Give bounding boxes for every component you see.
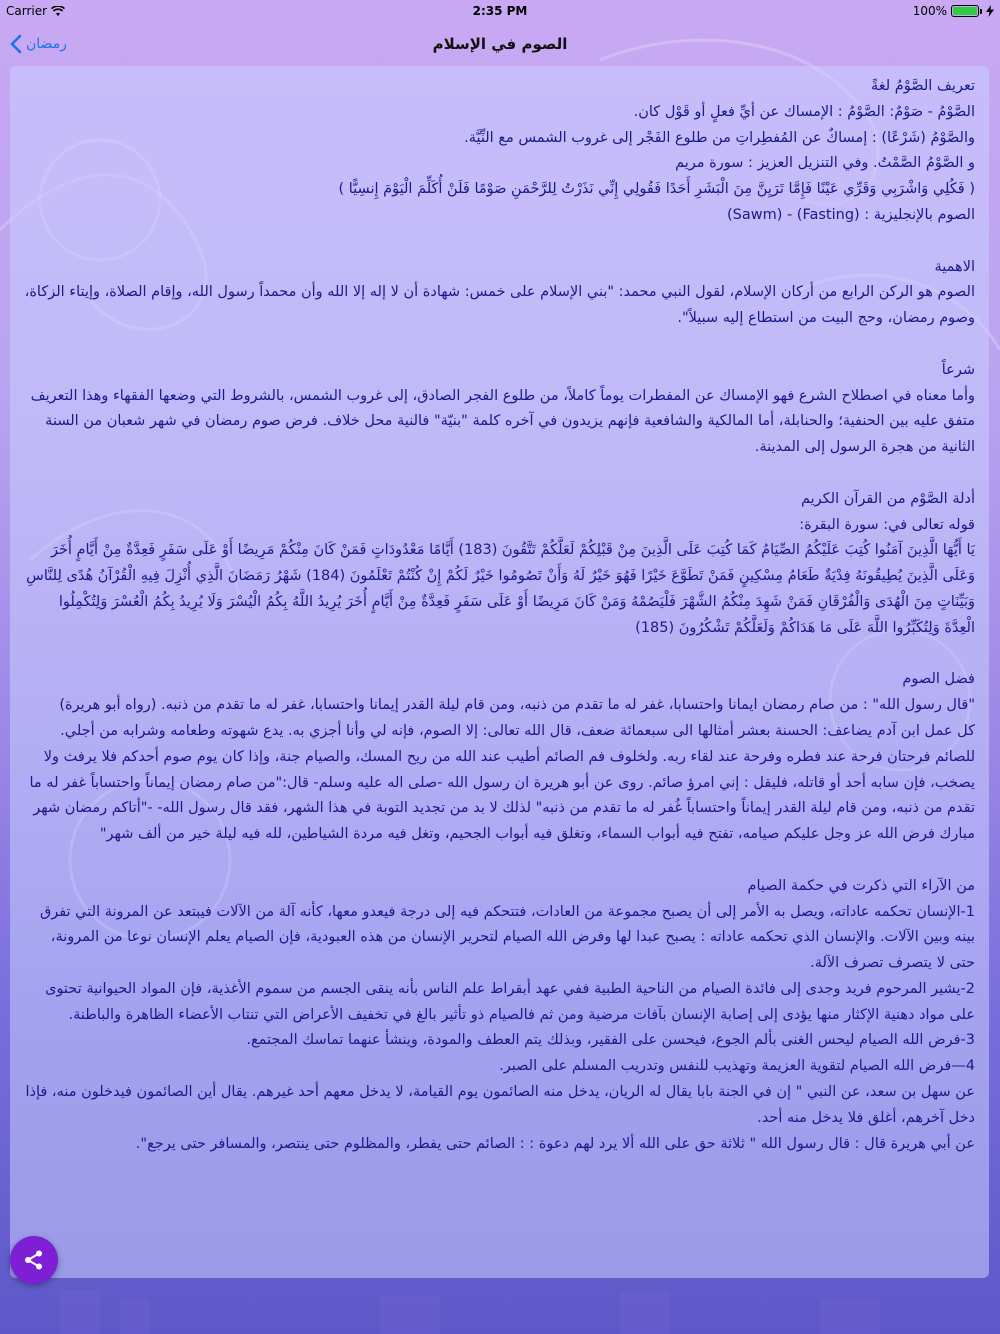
battery-percent: 100% xyxy=(912,4,947,18)
paragraph-spacer xyxy=(24,848,975,874)
paragraph-spacer xyxy=(24,229,975,255)
back-button[interactable] xyxy=(10,22,67,66)
article-paragraph: يَا أَيُّهَا الَّذِينَ آمَنُوا كُتِبَ عَلَيْكُمُ الصِّيَامُ كَمَا كُتِبَ عَلَى الَّذِينَ مِنْ قَبْلِكُمْ لَعَلَّكُمْ تَتَّقُونَ (183) أَيَّامًا مَعْدُودَاتٍ فَمَنْ كَانَ مِنْكُمْ مَرِيضًا أَوْ عَلَى سَفَرٍ فَعِدَّةٌ مِنْ أَيَّامٍ أُخَرَ وَعَلَى الَّذِينَ يُطِيقُونَهُ فِدْيَةٌ طَعَامُ مِسْكِينٍ فَمَنْ تَطَوَّعَ خَيْرًا فَهُوَ خَيْرٌ لَهُ وَأَنْ تَصُومُوا خَيْرٌ لَكُمْ إِنْ كُنْتُمْ تَعْلَمُونَ (184) شَهْرُ رَمَضَانَ الَّذِي أُنْزِلَ فِيهِ الْقُرْآنُ هُدًى لِلنَّاسِ وَبَيِّنَاتٍ مِنَ الْهُدَى وَالْفُرْقَانِ فَمَنْ شَهِدَ مِنْكُمُ الشَّهْرَ فَلْيَصُمْهُ وَمَنْ كَانَ مَرِيضًا أَوْ عَلَى سَفَرٍ فَعِدَّةٌ مِنْ أَيَّامٍ أُخَرَ يُرِيدُ اللَّهُ بِكُمُ الْيُسْرَ وَلَا يُرِيدُ بِكُمُ الْعُسْرَ وَلِتُكْمِلُوا الْعِدَّةَ وَلِتُكَبِّرُوا اللَّهَ عَلَى مَا هَدَاكُمْ وَلَعَلَّكُمْ تَشْكُرُونَ (185) xyxy=(26,542,975,636)
page-title: الصوم في الإسلام xyxy=(432,35,568,53)
article-paragraph: من الآراء التي ذكرت في حكمة الصيام xyxy=(747,877,975,894)
article-paragraph: "قال رسول الله" : من صام رمضان ايمانا واحتسابا، غفر له ما تقدم من ذنبه، ومن قام ليلة القدر إيمانا واحتسابا، غفر له ما تقدم من ذنبه. (رواه أبو هريرة) xyxy=(59,697,975,714)
article-paragraph: عن أبي هريرة قال : قال رسول الله " ثلاثة حق على الله ألا يرد لهم دعوة : : الصائم حتى يفطر، والمظلوم حتى ينتصر، والمسافر حتى يرجع". xyxy=(135,1135,975,1152)
article-paragraph: وأما معناه في اصطلاح الشرع فهو الإمساك عن المفطرات يوماً كاملاً، من طلوع الفجر الصادق، إلى غروب الشمس، بالشروط التي وضعها الفقهاء وهذا التعريف متفق عليه بين الحنفية؛ والحنابلة، أما المالكية والشافعية فإنهم يزيدون في آخره كلمة "بنيّة" فالنية محل خلاف. فرض صوم رمضان في شهر شعبان من السنة الثانية من هجرة الرسول إلى المدينة. xyxy=(30,387,975,456)
article-paragraph: أدلة الصَّوْم من القرآن الكريم xyxy=(800,490,975,507)
status-bar xyxy=(0,0,1000,22)
status-time: 2:35 PM xyxy=(472,4,528,18)
chevron-left-icon xyxy=(10,34,22,54)
article-paragraph: 2-يشير المرحوم فريد وجدى إلى فائدة الصيام من الناحية الطبية ففي عهد أبقراط علم الناس بأنه ينقى الجسم من سموم الأغذية، فإن المواد الحيوانية تحتوى على مواد دهنية الإكثار منها يؤدى إلى إصابة الإنسان بآفات مرضية ومن ثم فالصيام ذو تأثير بالغ في تخفيف الأعراض التي تنتاب الأعضاء الظاهرة والباطنة. xyxy=(45,980,975,1023)
article-paragraph: الصوم هو الركن الرابع من أركان الإسلام، لقول النبي محمد: "بني الإسلام على خمس: شهادة أن لا إله إلا الله وأن محمداً رسول الله، وإقام الصلاة، وإيتاء الزكاة، وصوم رمضان، وحج البيت من استطاع إليه سبيلاً". xyxy=(24,284,975,327)
article-paragraph: تعريف الصَّوْمُ لغةً xyxy=(871,78,975,94)
article-paragraph: 1-الإنسان تحكمه عاداته، ويصل به الأمر إلى أن يصبح مجموعة من العادات، فتتحكم فيه إلى درجة فيعدو معها، كأنه آلة من الآلات فيبتعد عن المرونة التي تفرق بينه وبين الآلات. والإنسان الذي تحكمه عاداته : يصبح عبدا لها وفرض الله الصيام لتحرير الإنسان من هذه العبودية، فإن الصيام يعلم الإنسان نوعا من المرونة، حتى لا يتصرف تصرف الآلة. xyxy=(39,903,975,972)
article-paragraph: فضل الصوم xyxy=(902,671,975,688)
paragraph-spacer xyxy=(24,461,975,487)
article-paragraph: عن سهل بن سعد، عن النبي " إن في الجنة بابا يقال له الريان، يدخل منه الصائمون يوم القيامة، لا يدخل معهم أحد غيرهم. يقال أين الصائمون فيدخلون منه، فإذا دخل آخرهم، أغلق فلا يدخل منه أحد. xyxy=(25,1084,975,1126)
carrier-label: Carrier xyxy=(6,4,48,18)
article-scroll-view[interactable] xyxy=(10,66,989,1278)
back-button-label: رمضان xyxy=(26,36,67,52)
article-paragraph: كل عمل ابن آدم يضاعف: الحسنة بعشر أمثالها الى سبعمائة ضعف، قال الله تعالى: إلا الصوم، فإنه لي وأنا أجزي به. يدع شهوته وطعامه وشرابه من أجلي. للصائم فرحتان فرحة عند فطره وفرحة عند لقاء ربه. ولخلوف فم الصائم أطيب عند الله من ريح المسك، والصيام جنة، وإذا كان يوم صوم أحدكم فلا يرفث ولا يصخب، فإن سابه أحد أو قاتله، فليقل : إني امرؤ صائم. روى عن أبو هريرة ان رسول الله -صلى اله عليه وسلم- قال:"من صام رمضان إيماناً واحتساباً غفر له ما تقدم من ذنبه، ومن قام ليلة القدر إيماناً واحتساباً غُفر له ما تقدم من ذنبه" لذلك لا بد من تجديد التوبة في هذا الشهر، فقد قال رسول الله- -"أتاكم رمضان شهر مبارك فرض الله عز وجل عليكم صيامه، تفتح فيه أبواب السماء، وتغلق فيه أبواب الجحيم، وتغل فيه مردة الشياطين، لله فيه ليلة خير من ألف شهر" xyxy=(29,722,975,843)
paragraph-spacer xyxy=(24,642,975,668)
article-paragraph: الاهمية xyxy=(934,258,975,275)
navigation-bar xyxy=(0,22,1000,66)
share-icon xyxy=(23,1249,45,1271)
article-paragraph: قوله تعالى في: سورة البقرة: xyxy=(799,516,975,533)
article-paragraph: والصَّوْمُ (شَرْعًا) : إمساكٌ عن المُفطِراتِ من طلوع الفَجْر إلى غروب الشمس مع النِّيَّة. xyxy=(464,129,975,146)
paragraph-spacer xyxy=(24,332,975,358)
article-paragraph: شرعاً xyxy=(941,361,975,378)
battery-icon xyxy=(951,5,982,17)
share-button[interactable] xyxy=(10,1236,58,1284)
article-paragraph: الصَّوْمُ - صَوْمٌ: الصَّوْمُ : الإمساك عن أيِّ فعلٍ أو قَوْل كان. xyxy=(633,103,975,120)
article-paragraph: الصوم بالإنجليزية : (Fasting) - (Sawm) xyxy=(726,206,975,223)
article-paragraph: ( فَكُلِي وَاشْرَبِي وَقَرِّي عَيْنًا فَإِمَّا تَرَيِنَّ مِنَ الْبَشَرِ أَحَدًا فَقُولِي إِنِّي نَذَرْتُ لِلرَّحْمَنِ صَوْمًا فَلَنْ أُكَلِّمَ الْيَوْمَ إِنسِيًّا ) xyxy=(338,181,975,198)
article-paragraph: و الصَّوْمُ الصَّمْتُ. وفي التنزيل العزيز : سورة مريم xyxy=(675,155,975,172)
battery-fill xyxy=(953,7,977,15)
article-paragraph: 4—فرض الله الصيام لتقوية العزيمة وتهذيب للنفس وتدريب المسلم على الصبر. xyxy=(499,1058,975,1075)
article-paragraph: 3-فرض الله الصيام ليحس الغنى بألم الجوع، فيحسن على الفقير، وبذلك يتم العطف والمودة، وينشأ عنهما تماسك المجتمع. xyxy=(246,1032,975,1049)
article-text xyxy=(24,74,975,1157)
